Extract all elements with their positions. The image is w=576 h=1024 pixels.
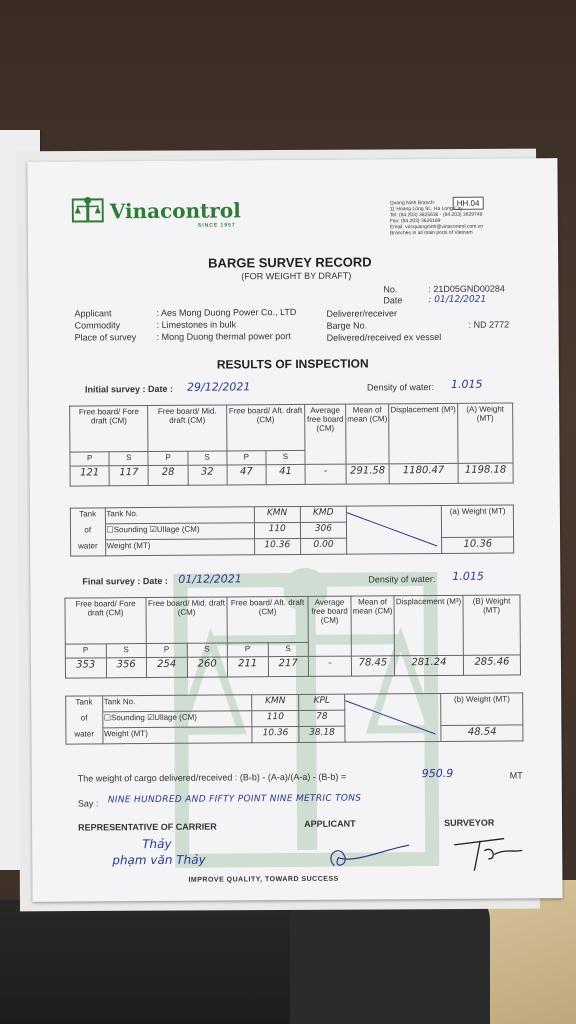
- value-cell: -: [305, 464, 346, 484]
- ps-cell: S: [188, 451, 227, 465]
- ps-cell: S: [109, 452, 148, 466]
- value-cell: 32: [188, 465, 227, 485]
- parties-right: [326, 307, 441, 344]
- value-cell: 291.58: [346, 464, 389, 484]
- header-cell: Free board/ Aft. draft (CM): [227, 596, 308, 643]
- ullage-row-label: [105, 523, 254, 540]
- place-value: : Mong Duong thermal power port: [156, 331, 291, 342]
- applicant-sign-label: APPLICANT: [304, 818, 356, 829]
- value-cell: 254: [146, 657, 187, 677]
- cargo-value: 950.9: [421, 766, 454, 781]
- header-cell: Displacement (M³): [389, 403, 458, 463]
- value-cell: 260: [187, 657, 228, 677]
- water-label: water: [71, 540, 106, 556]
- barge-survey-document: [27, 158, 562, 902]
- record-no-value: : 21D05GND00284: [428, 283, 505, 295]
- brand-name: Vinacontrol: [109, 198, 241, 224]
- ps-cell: S: [266, 450, 305, 464]
- record-date-label: Date: [383, 295, 403, 306]
- strike-line-icon: [347, 506, 437, 553]
- say-label: Say :: [77, 798, 99, 809]
- strike-line-icon: [345, 694, 435, 741]
- ullage-label: Ullage (CM): [156, 524, 200, 534]
- tank-col: KMN: [254, 506, 300, 522]
- surveyor-signature-icon: [444, 830, 524, 875]
- header-cell: Average free board (CM): [308, 596, 351, 656]
- deliverer-label: Deliverer/receiver: [326, 308, 398, 319]
- brand-since: SINCE 1957: [197, 222, 236, 229]
- weight-val: 10.36: [254, 538, 300, 554]
- applicant-signature-icon: [314, 835, 414, 876]
- of-label: of: [70, 524, 105, 540]
- ullage-label: Ullage (CM): [154, 712, 197, 722]
- checked-icon: ☑: [147, 712, 155, 723]
- commodity-value: : Limestones in bulk: [156, 319, 237, 330]
- value-cell: 47: [227, 465, 266, 485]
- tank-col: KMD: [300, 506, 346, 522]
- applicant-label: Applicant: [74, 308, 112, 319]
- value-cell: 356: [106, 658, 147, 678]
- value-cell: 121: [70, 466, 109, 486]
- ps-cell: P: [70, 452, 109, 466]
- tank-total: 48.54: [441, 725, 523, 742]
- branch-line: 11 Hoang Long St., Ha Long City: [389, 205, 463, 213]
- of-label: of: [66, 712, 103, 728]
- initial-tank-table: [70, 504, 514, 556]
- initial-draft-table: [69, 402, 514, 486]
- tank-weight-header: (a) Weight (MT): [442, 505, 514, 537]
- final-density-label: Density of water:: [368, 574, 436, 585]
- ps-cell: P: [146, 643, 187, 657]
- header-cell: Free board/ Mid. draft (CM): [148, 405, 227, 452]
- header-cell: (B) Weight (MT): [463, 595, 520, 655]
- value-cell: 1180.47: [389, 463, 458, 483]
- sounding-checkbox: ☐Sounding: [106, 525, 148, 535]
- branch-info: [390, 199, 540, 236]
- branch-line: Tel: (84.203) 3625636 - (84.203) 3629749: [389, 211, 483, 219]
- ullage-val: 306: [300, 522, 346, 538]
- cargo-formula-label: The weight of cargo delivered/received : (B-b) - (A-a)/(A-a) - (B-b) =: [77, 771, 347, 784]
- final-density-value: 1.015: [452, 569, 484, 583]
- ullage-row-label: [102, 711, 252, 728]
- ullage-val: 110: [254, 522, 300, 538]
- value-cell: 28: [148, 465, 187, 485]
- footer-slogan: IMPROVE QUALITY, TOWARD SUCCESS: [188, 875, 339, 884]
- carrier-signature-1: Thảy: [142, 836, 172, 852]
- ps-cell: S: [268, 642, 309, 656]
- header-cell: (A) Weight (MT): [458, 403, 513, 463]
- record-date-value: : 01/12/2021: [428, 294, 487, 306]
- branch-line: Quang Ninh Branch:: [389, 200, 436, 207]
- commodity-label: Commodity: [74, 320, 121, 331]
- tank-weight-header: (b) Weight (MT): [441, 693, 523, 726]
- header-cell: Free board/ Aft. draft (CM): [226, 404, 305, 451]
- value-cell: 281.24: [394, 655, 463, 675]
- ullage-val: 78: [299, 710, 346, 726]
- parties-values: [156, 306, 296, 343]
- checked-icon: ☑: [149, 524, 157, 535]
- initial-density-label: Density of water:: [366, 382, 435, 393]
- weight-label: Weight (MT): [105, 539, 254, 556]
- tank-total: 10.36: [442, 537, 514, 553]
- weight-val: 10.36: [252, 726, 299, 742]
- tank-diagonal-cell: [346, 505, 442, 554]
- results-title: RESULTS OF INSPECTION: [216, 356, 369, 372]
- parties-left: [74, 307, 136, 343]
- value-cell: 211: [227, 657, 268, 677]
- final-draft-table: [64, 594, 521, 678]
- value-cell: 78.45: [351, 656, 394, 676]
- ps-cell: P: [65, 644, 106, 658]
- ps-cell: P: [227, 451, 266, 465]
- header-cell: Free board/ Fore draft (CM): [70, 406, 149, 453]
- branch-line: Branches in all main ports of Vietnam: [389, 229, 473, 237]
- tank-col: KMN: [252, 694, 299, 710]
- form-code: HH.04: [453, 197, 484, 210]
- barge-label: Barge No.: [326, 320, 368, 331]
- weight-label: Weight (MT): [102, 727, 252, 744]
- header-cell: Free board/ Mid. draft (CM): [146, 597, 227, 644]
- applicant-value: : Aes Mong Duong Power Co., LTD: [156, 306, 297, 318]
- header-cell: Average free board (CM): [305, 404, 346, 464]
- say-value: NINE HUNDRED AND FIFTY POINT NINE METRIC TONS: [107, 793, 362, 806]
- place-label: Place of survey: [74, 332, 137, 343]
- weight-val: 0.00: [300, 538, 346, 554]
- record-no-label: No.: [383, 284, 398, 295]
- initial-survey-date: 29/12/2021: [186, 380, 251, 394]
- ps-cell: P: [227, 643, 268, 657]
- value-cell: 217: [268, 656, 309, 676]
- header-cell: Mean of mean (CM): [351, 596, 394, 656]
- carrier-signature-2: phạm văn Thảy: [112, 852, 206, 868]
- cargo-unit: MT: [509, 770, 523, 781]
- ps-cell: S: [187, 643, 228, 657]
- tank-no-label: Tank No.: [105, 507, 254, 524]
- value-cell: 117: [109, 466, 148, 486]
- ps-cell: S: [106, 644, 147, 658]
- initial-density-value: 1.015: [450, 377, 483, 391]
- tank-label: Tank: [70, 508, 105, 524]
- final-tank-table: [65, 692, 523, 744]
- tank-col: KPL: [298, 694, 345, 710]
- barge-value: : ND 2772: [468, 319, 510, 330]
- sounding-checkbox: ☐Sounding: [103, 713, 145, 723]
- ps-cell: P: [148, 451, 187, 465]
- header-cell: Free board/ Fore draft (CM): [65, 598, 146, 645]
- header-cell: Displacement (M³): [394, 595, 463, 655]
- document-title: BARGE SURVEY RECORD: [208, 254, 372, 271]
- value-cell: 353: [65, 658, 106, 678]
- value-cell: 41: [266, 464, 305, 484]
- carrier-label: REPRESENTATIVE OF CARRIER: [78, 821, 217, 833]
- header-cell: Mean of mean (CM): [346, 404, 389, 464]
- weight-val: 38.18: [299, 726, 346, 742]
- tank-diagonal-cell: [345, 693, 442, 742]
- tank-label: Tank: [66, 696, 103, 712]
- branch-line: Fax: (84.203) 3626169: [389, 217, 441, 225]
- surveyor-label: SURVEYOR: [444, 817, 495, 828]
- vinacontrol-logo-icon: [72, 195, 104, 223]
- value-cell: 285.46: [463, 655, 520, 675]
- person-leg: [290, 890, 490, 1024]
- tank-no-label: Tank No.: [102, 695, 252, 712]
- ullage-val: 110: [252, 710, 299, 726]
- water-label: water: [66, 728, 103, 744]
- branch-line: Email: vncquangninh@vinacontrol.com.vn: [389, 223, 484, 231]
- initial-survey-label: Initial survey : Date :: [84, 383, 174, 395]
- final-survey-label: Final survey : Date :: [82, 575, 168, 587]
- value-cell: 1198.18: [458, 463, 513, 483]
- document-subtitle: (FOR WEIGHT BY DRAFT): [241, 270, 352, 282]
- final-survey-date: 01/12/2021: [178, 572, 242, 586]
- value-cell: -: [308, 656, 351, 676]
- ex-vessel-label: Delivered/received ex vessel: [326, 331, 442, 343]
